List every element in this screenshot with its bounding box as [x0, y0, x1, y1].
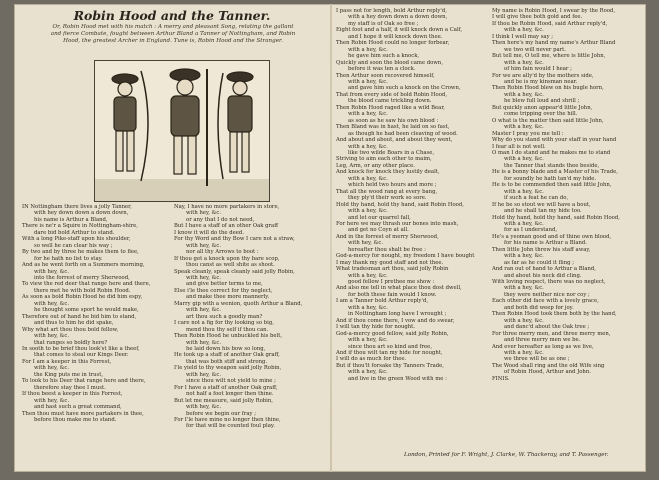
verse-line: with a hey, &c.: [504, 91, 544, 98]
verse-line: There is ne'r a Squire in Nottingham-shire,: [22, 223, 138, 230]
verse-line: we two will never part.: [504, 46, 566, 53]
verse-line: and let our quarrel fall,: [348, 214, 411, 221]
verse-line: For three merry men, and three merry men,: [492, 330, 611, 337]
verse-line: And as he went forth on a Summers morning,: [22, 262, 145, 269]
verse-line: we three will be as one ;: [504, 356, 570, 363]
verse-line: Marry gip with a wenion, quoth Arthur a Bland,: [174, 300, 303, 307]
verse-line: I will tan thy hide for nought.: [336, 324, 415, 331]
verse-line: Then Arthur soon recovered himself,: [336, 72, 435, 79]
verse-line: and thus to him he did spake,: [34, 320, 114, 327]
broadside-sheet: [14, 4, 646, 472]
verse-line: he laid down his bow so long,: [186, 345, 266, 352]
verse-line: my staff is of Oak so free ;: [348, 20, 419, 27]
verse-line: To look to his Deer that range here and there,: [22, 378, 146, 385]
verse-line: and danc'd about the Oak tree ;: [504, 324, 590, 331]
verse-line: To view the red deer that range here and there,: [22, 281, 151, 288]
verse-line: like two wilde Boars in a Chase,: [348, 149, 435, 156]
verse-column-3: [336, 8, 488, 382]
verse-line: nor all thy Arrows to boot :: [186, 249, 259, 256]
verse-line: with a hey, &c.: [348, 175, 388, 182]
verse-line: with hey, &c.: [186, 339, 222, 346]
verse-line: Then thou must have more partakers in thee,: [22, 410, 144, 417]
verse-line: thou canst as well shite as shoot.: [186, 262, 275, 269]
verse-line: for soundly he hath tan'd my hide.: [504, 175, 597, 182]
verse-line: there met he with bold Robin Hood.: [34, 287, 131, 294]
verse-line: hereafter thou shalt be free :: [348, 246, 426, 253]
verse-line: with hey, &c.: [34, 300, 70, 307]
verse-line: and he shall tan my hide too.: [504, 208, 582, 215]
verse-line: with a hey, &c.: [348, 337, 388, 344]
verse-line: not half a foot longer then thine.: [186, 391, 274, 398]
verse-line: since thou wilt not yield to mine ;: [186, 378, 276, 385]
verse-line: By two and by three he makes them to flee,: [22, 249, 139, 256]
ballad-title: Robin Hood and the Tanner.: [73, 8, 271, 23]
verse-line: Then here's my hand my name's Arthur Bland: [492, 40, 616, 47]
verse-line: I may thank my good staff and not thee.: [336, 259, 444, 266]
verse-line: If he be so stout we will have a bout,: [492, 201, 591, 208]
verse-line: with a hey, &c.: [348, 272, 388, 279]
verse-line: And knock for knock they lustily dealt,: [336, 169, 440, 176]
verse-line: Then little John threw his staff away,: [492, 246, 591, 253]
verse-line: What tradesman art thou, said jolly Robin: [336, 266, 449, 273]
subtitle-line: Hood, the greatest Archer in England. Tune is, Robin Hood and the Stranger.: [63, 38, 283, 44]
verse-line: He is to be commended then said little John,: [492, 182, 612, 189]
verse-line: Eight foot and a half, it will knock down a Calf,: [336, 27, 463, 34]
verse-line: And ran out of hand to Arthur a Bland,: [492, 266, 596, 273]
verse-line: I'le yield to thy weapon said jolly Robin,: [174, 365, 282, 372]
verse-line: and get no Coyn at all.: [348, 227, 409, 234]
verse-line: with a hey, &c.: [348, 78, 388, 85]
woodcut-illustration: [94, 60, 270, 202]
verse-line: God-a-mercy good fellow, said jolly Robin,: [336, 330, 449, 337]
verse-line: with hey, &c.: [186, 371, 222, 378]
verse-line: that was both stiff and strong.: [186, 358, 268, 365]
verse-line: I fear all is not well.: [492, 143, 546, 150]
verse-line: For I have a staff of another Oak graff,: [174, 384, 278, 391]
verse-line: Master I pray you me tell :: [492, 130, 564, 137]
verse-line: with hey, &c.: [34, 365, 70, 372]
verse-line: with a hey, &c.: [504, 253, 544, 260]
verse-line: with a hey, &c.: [504, 350, 544, 357]
verse-line: that ranges so boldly here?: [34, 339, 108, 346]
verse-line: For I'le have mine no longer then thine,: [174, 416, 281, 423]
verse-line: FINIS.: [492, 375, 510, 382]
verse-line: Quickly and soon the blood came down,: [336, 59, 443, 66]
verse-line: for that will be counted foul play.: [186, 423, 275, 430]
verse-line: of him fain would I hear ;: [504, 66, 572, 73]
verse-line: with hey, &c.: [34, 333, 70, 340]
verse-line: Then Robin Hood raged like a wild Bear,: [336, 104, 445, 111]
verse-line: with a hey, &c.: [348, 208, 388, 215]
verse-line: with a hey, &c.: [504, 27, 544, 34]
verse-line: Then Robin Hood blew on his bugle horn,: [492, 85, 604, 92]
verse-line: with hey, &c.: [34, 397, 70, 404]
verse-line: O what is the matter then said little John,: [492, 117, 604, 124]
verse-line: He is a bonny blade and a Master of his Trade,: [492, 169, 618, 176]
verse-line: I will do as much for thee.: [336, 356, 407, 363]
verse-line: with a hey, &c.: [504, 317, 544, 324]
verse-line: O man I do stand and he makes me to stand: [492, 149, 611, 156]
verse-line: Then Robin Hood could no longer forbear,: [336, 40, 450, 47]
verse-line: With loving respect, there was no neglect,: [492, 279, 606, 286]
verse-line: and live in the green Wood with me :: [348, 375, 447, 382]
verse-line: for he hath no list to stay.: [34, 255, 103, 262]
verse-line: and about his neck did cling.: [504, 272, 582, 279]
verse-line: as far as he could it fling ;: [504, 259, 575, 266]
ballad-subtitle: [42, 24, 304, 45]
verse-line: before we begin our fray ;: [186, 410, 257, 417]
verse-column-1: [22, 204, 170, 423]
verse-line: with a hey down down a down down,: [348, 14, 448, 21]
verse-line: with a hey, &c.: [504, 188, 544, 195]
verse-line: with a hey, &c.: [348, 46, 388, 53]
verse-line: good fellow I prethee me show :: [348, 279, 435, 286]
verse-line: before thou make me to stand.: [34, 416, 117, 423]
verse-line: mend thou thy self if thou can.: [186, 326, 269, 333]
verse-line: with a hey, &c.: [504, 285, 544, 292]
verse-line: And if thou come there, I vow and do swear,: [336, 317, 455, 324]
verse-line: Then Robin Hood he unbuckled his belt,: [174, 333, 283, 340]
printer-imprint: London, Printed for F. Wright, J. Clarke, W. Thackeray, and T. Passenger.: [404, 452, 609, 458]
verse-line: and he is my kinsman near.: [504, 78, 578, 85]
verse-line: with a hey, &c.: [348, 369, 388, 376]
verse-line: with a hey, &c.: [348, 304, 388, 311]
verse-line: God-a-mercy for nought, my freedom I have bought: [336, 253, 475, 260]
verse-line: the Tanner that stands thee beside,: [504, 162, 600, 169]
verse-line: If thou get a knock upon thy bare scop,: [174, 255, 280, 262]
verse-line: Why what art thou thou bold fellow,: [22, 326, 119, 333]
verse-line: But let me measure, said jolly Robin,: [174, 397, 273, 404]
verse-line: I think I well may say ;: [492, 33, 554, 40]
verse-line: Nay, I have no more partakers in store,: [174, 204, 280, 210]
verse-line: that comes to steal our Kings Deer.: [34, 352, 129, 359]
verse-line: He's a yeoman good and of thine own blood,: [492, 233, 612, 240]
verse-line: I am a Tanner bold Arthur reply'd,: [336, 298, 429, 305]
verse-line: He took up a staff of another Oak graff,: [174, 352, 280, 359]
verse-line: dare bid bold Arthur to stand.: [34, 229, 115, 236]
verse-line: If thou be Robin Hood, said Arthur reply'd,: [492, 20, 608, 27]
verse-line: with hey, &c.: [186, 404, 222, 411]
verse-line: since thou art so kind and free,: [348, 343, 433, 350]
verse-line: And in the forrest of merry Sherwood,: [336, 233, 439, 240]
woodcut-figures-icon: [95, 61, 269, 201]
verse-line: or any that I do not need,: [186, 216, 255, 223]
verse-line: Leg, Arm, or any other place.: [336, 162, 415, 169]
verse-line: In sooth to be brief thou look'st like a theef,: [22, 345, 140, 352]
verse-line: of Robin Hood, Arthur and John.: [504, 369, 591, 376]
verse-line: with hey, &c.: [186, 210, 222, 217]
verse-line: Why do you stand with your staff in your hand: [492, 137, 617, 144]
verse-line: But tell me, O tell me, where is little John,: [492, 53, 606, 60]
verse-line: But if thou'lt forsake thy Tanners Trade,: [336, 362, 444, 369]
verse-line: I pass not for length, bold Arthur reply'd,: [336, 8, 447, 14]
verse-line: Else i'le thee correct for thy neglect,: [174, 287, 273, 294]
verse-line: That from every side of bold Robin Hood,: [336, 91, 448, 98]
verse-line: come tripping over the hill.: [504, 111, 578, 118]
verse-line: and make thee more mannerly.: [186, 294, 270, 301]
verse-line: As soon as bold Robin Hood he did him espy,: [22, 294, 143, 301]
verse-line: with hey, &c.: [186, 242, 222, 249]
verse-line: with hey down down a down down,: [34, 210, 129, 217]
verse-line: if such a feat he can do,: [504, 195, 569, 202]
verse-line: they were neither nice nor coy ;: [504, 291, 590, 298]
verse-line: with a hey, &c.: [504, 124, 544, 131]
verse-line: Hold thy hand, hold thy hand, said Robin Hood,: [336, 201, 464, 208]
verse-line: he blew full loud and shrill ;: [504, 98, 580, 105]
verse-line: so well he can clear his way ;: [34, 242, 113, 249]
verse-column-4: [492, 8, 644, 382]
verse-line: the blood came trickling down.: [348, 98, 432, 105]
verse-line: The Wood shall ring and the old Wife sing: [492, 362, 605, 369]
verse-line: For thy Word and thy Bow I care not a straw,: [174, 236, 295, 243]
verse-line: before it was ten a clock.: [348, 66, 416, 73]
verse-line: art thou such a goodly man?: [186, 313, 263, 320]
verse-line: I will give thee both gold and fee.: [492, 14, 583, 21]
verse-line: Therefore out of hand he bid him to stand,: [22, 313, 137, 320]
verse-line: and hast such a great command,: [34, 404, 122, 411]
verse-line: And also me tell in what place thou dost dwell,: [336, 285, 462, 292]
verse-line: But I have a staff of an other Oak graff: [174, 223, 278, 230]
verse-line: which held two hours and more ;: [348, 182, 437, 189]
verse-line: Speak cleanly, speak cleanly said jolly Robin,: [174, 268, 295, 275]
verse-line: and gave him such a knock on the Crown,: [348, 85, 461, 92]
verse-line: With a long Pike-staff upon his shoulder,: [22, 236, 131, 243]
verse-line: with a hey, &c.: [348, 143, 388, 150]
verse-line: his name is Arthur a Bland,: [34, 216, 108, 223]
verse-line: for as I understand,: [504, 227, 558, 234]
verse-line: Striving to aim each other to maim,: [336, 156, 432, 163]
verse-line: Each other did face with a lovely grace,: [492, 298, 599, 305]
verse-line: for his name is Arthur a Bland.: [504, 240, 587, 247]
verse-line: as though he had been cleaving of wood.: [348, 130, 458, 137]
verse-line: and give better terms to me,: [186, 281, 263, 288]
verse-line: with hey, &c.: [186, 274, 222, 281]
verse-column-2: [174, 204, 326, 430]
verse-line: and I hope it will knock down thee.: [348, 33, 443, 40]
verse-line: and both did weep for joy.: [504, 304, 574, 311]
verse-line: If thou beest a keeper in this Forrest,: [22, 391, 123, 398]
verse-line: into the forrest of merry Sherwood,: [34, 274, 130, 281]
verse-line: But quickly anon appear'd little John,: [492, 104, 593, 111]
verse-line: That all the wood rang at every bang,: [336, 188, 438, 195]
verse-line: Then Robin Hood took them both by the hand,: [492, 311, 617, 318]
verse-line: as soon as he saw his own blood :: [348, 117, 439, 124]
verse-line: Hold thy hand, hold thy hand, said Robin Hood,: [492, 214, 620, 221]
verse-line: the King puts me in trust,: [34, 371, 104, 378]
verse-line: he gave him such a knock,: [348, 53, 420, 60]
verse-line: and three merry men we be.: [504, 337, 581, 344]
verse-line: IN Nottingham there lives a jolly Tanner,: [22, 204, 132, 210]
verse-line: with hey, &c.: [348, 240, 384, 247]
subtitle-line: and fierce Combate, fought between Arthur Bland a Tanner of Nottingham, and Robin: [50, 31, 296, 37]
verse-line: with a hey, &c.: [504, 59, 544, 66]
verse-line: And if thou wilt tan my hide for nought,: [336, 350, 443, 357]
verse-line: I care not a fig for thy looking so big,: [174, 320, 274, 327]
verse-line: Then Bland was in hast, he laid on so fast,: [336, 124, 450, 131]
subtitle-line: Or, Robin Hood met with his match : A merry and pleasant Song, relating the gallant: [52, 24, 294, 30]
verse-line: with a hey, &c.: [504, 156, 544, 163]
verse-line: And ever hereafter as long as we live,: [492, 343, 594, 350]
verse-line: therefore stay thee I must.: [34, 384, 106, 391]
verse-line: I know it will do the deed.: [174, 229, 244, 236]
verse-line: in Nottingham long have I wrought ;: [348, 311, 447, 318]
verse-line: with hey, &c.: [34, 268, 70, 275]
verse-line: with hey, &c.: [186, 307, 222, 314]
verse-line: they ply'd their work so sore.: [348, 195, 427, 202]
verse-line: My name is Robin Hood, I swear by the Rood,: [492, 8, 616, 14]
verse-line: For we are ally'd by the mothers side,: [492, 72, 594, 79]
verse-line: And about and about, and about they went,: [336, 137, 453, 144]
verse-line: with a hey, &c.: [348, 111, 388, 118]
verse-line: for both these fain would I know.: [348, 291, 437, 298]
verse-line: with a hey, &c.: [504, 220, 544, 227]
verse-line: For here we may thrash our bones into mash,: [336, 220, 459, 227]
verse-line: he thought some sport he would make,: [34, 307, 139, 314]
verse-line: For I am a keeper in this Forrest,: [22, 358, 112, 365]
